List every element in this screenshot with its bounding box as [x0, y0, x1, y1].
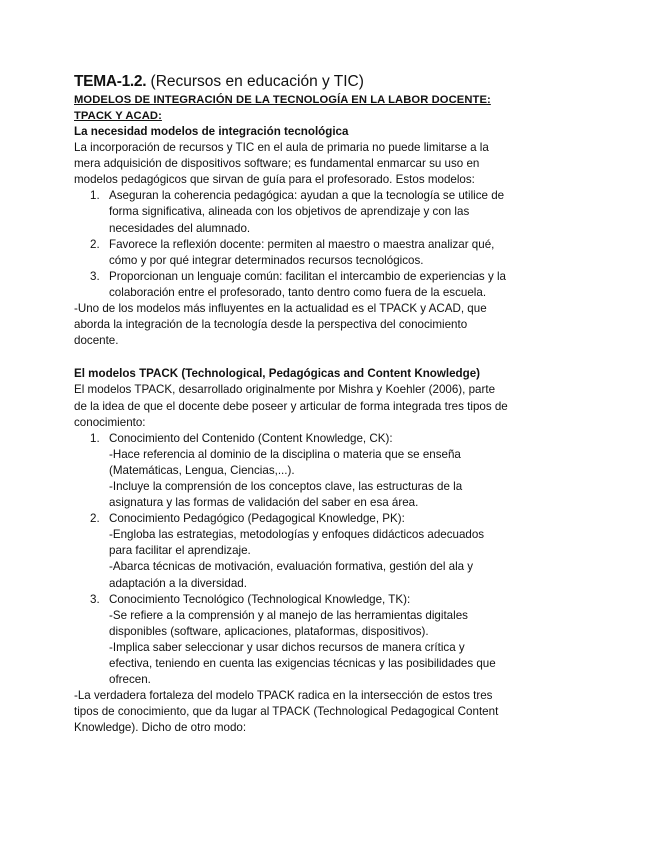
subtitle-line: TPACK Y ACAD:	[74, 110, 162, 122]
text-line: Conocimiento Pedagógico (Pedagogical Knowledge, PK):	[109, 512, 405, 526]
text-line: disponibles (software, aplicaciones, plataformas, dispositivos).	[109, 624, 429, 638]
list-item	[74, 188, 534, 236]
text-line: -Abarca técnicas de motivación, evaluación formativa, gestión del ala y	[109, 560, 474, 574]
list-number: 2.	[90, 512, 100, 526]
title-topic: TEMA-1.2.	[74, 73, 147, 90]
text-line: de la idea de que el docente debe poseer y articular de forma integrada tres tipos de	[74, 399, 508, 413]
text-line: -Incluye la comprensión de los conceptos clave, las estructuras de la	[109, 479, 463, 493]
section-intro	[74, 140, 534, 188]
section-intro	[74, 382, 534, 430]
list-item	[74, 592, 534, 689]
section-heading: El modelos TPACK (Technological, Pedagógicas and Content Knowledge)	[74, 367, 481, 381]
text-line: -Se refiere a la comprensión y al manejo de las herramientas digitales	[109, 608, 468, 622]
list-number: 3.	[90, 592, 100, 606]
text-line: aborda la integración de la tecnología desde la perspectiva del conocimiento	[74, 318, 468, 332]
text-line: conocimiento:	[74, 415, 146, 429]
list-number: 1.	[90, 431, 100, 445]
section-closing	[74, 688, 534, 736]
text-line: para facilitar el aprendizaje.	[109, 544, 251, 558]
text-line: Conocimiento Tecnológico (Technological Knowledge, TK):	[109, 592, 411, 606]
text-line: mera adquisición de dispositivos software; es fundamental enmarcar su uso en	[74, 157, 480, 171]
document-content	[74, 72, 534, 736]
section-heading: La necesidad modelos de integración tecnológica	[74, 125, 349, 138]
list-item	[74, 511, 534, 591]
text-line: docente.	[74, 334, 119, 348]
subtitle-line: MODELOS DE INTEGRACIÓN DE LA TECNOLOGÍA EN LA LABOR DOCENTE:	[74, 94, 491, 106]
numbered-list	[74, 188, 534, 301]
list-item	[74, 237, 534, 269]
text-line: -Implica saber seleccionar y usar dichos recursos de manera crítica y	[109, 640, 465, 654]
text-line: colaboración entre el profesorado, tanto dentro como fuera de la escuela.	[109, 285, 487, 299]
text-line: La incorporación de recursos y TIC en el aula de primaria no puede limitarse a la	[74, 141, 489, 155]
list-number: 2.	[90, 237, 100, 251]
text-line: -Hace referencia al dominio de la disciplina o materia que se enseña	[109, 447, 461, 461]
text-line: modelos pedagógicos que sirvan de guía para el profesorado. Estos modelos:	[74, 173, 475, 187]
text-line: -Engloba las estrategias, metodologías y enfoques didácticos adecuados	[109, 528, 485, 542]
text-line: Favorece la reflexión docente: permiten al maestro o maestra analizar qué,	[109, 237, 495, 251]
text-line: cómo y por qué integrar determinados recursos tecnológicos.	[109, 253, 424, 267]
list-number: 3.	[90, 269, 100, 283]
text-line: -Uno de los modelos más influyentes en la actualidad es el TPACK y ACAD, que	[74, 302, 487, 316]
paragraph-gap	[74, 349, 534, 366]
title-subject: (Recursos en educación y TIC)	[146, 73, 364, 90]
text-line: efectiva, teniendo en cuenta las exigencias técnicas y las posibilidades que	[109, 657, 496, 670]
text-line: Aseguran la coherencia pedagógica: ayudan a que la tecnología se utilice de	[109, 189, 505, 203]
text-line: Knowledge). Dicho de otro modo:	[74, 721, 247, 735]
section-closing	[74, 301, 534, 349]
page-title	[74, 72, 534, 91]
list-item	[74, 269, 534, 301]
text-line: -La verdadera fortaleza del modelo TPACK radica en la intersección de estos tres	[74, 689, 493, 703]
text-line: tipos de conocimiento, que da lugar al TPACK (Technological Pedagogical Content	[74, 705, 499, 719]
text-line: adaptación a la diversidad.	[109, 576, 247, 590]
text-line: asignatura y las formas de validación del saber en esa área.	[109, 496, 419, 510]
text-line: Proporcionan un lenguaje común: facilitan el intercambio de experiencias y la	[109, 269, 506, 283]
list-number: 1.	[90, 189, 100, 203]
text-line: necesidades del alumnado.	[109, 221, 251, 235]
numbered-list	[74, 431, 534, 689]
list-item	[74, 431, 534, 511]
text-line: Conocimiento del Contenido (Content Knowledge, CK):	[109, 431, 393, 445]
text-line: forma significativa, alineada con los objetivos de aprendizaje y con las	[109, 205, 470, 219]
text-line: (Matemáticas, Lengua, Ciencias,...).	[109, 463, 295, 477]
text-line: ofrecen.	[109, 673, 151, 687]
text-line: El modelos TPACK, desarrollado originalmente por Mishra y Koehler (2006), parte	[74, 383, 496, 397]
